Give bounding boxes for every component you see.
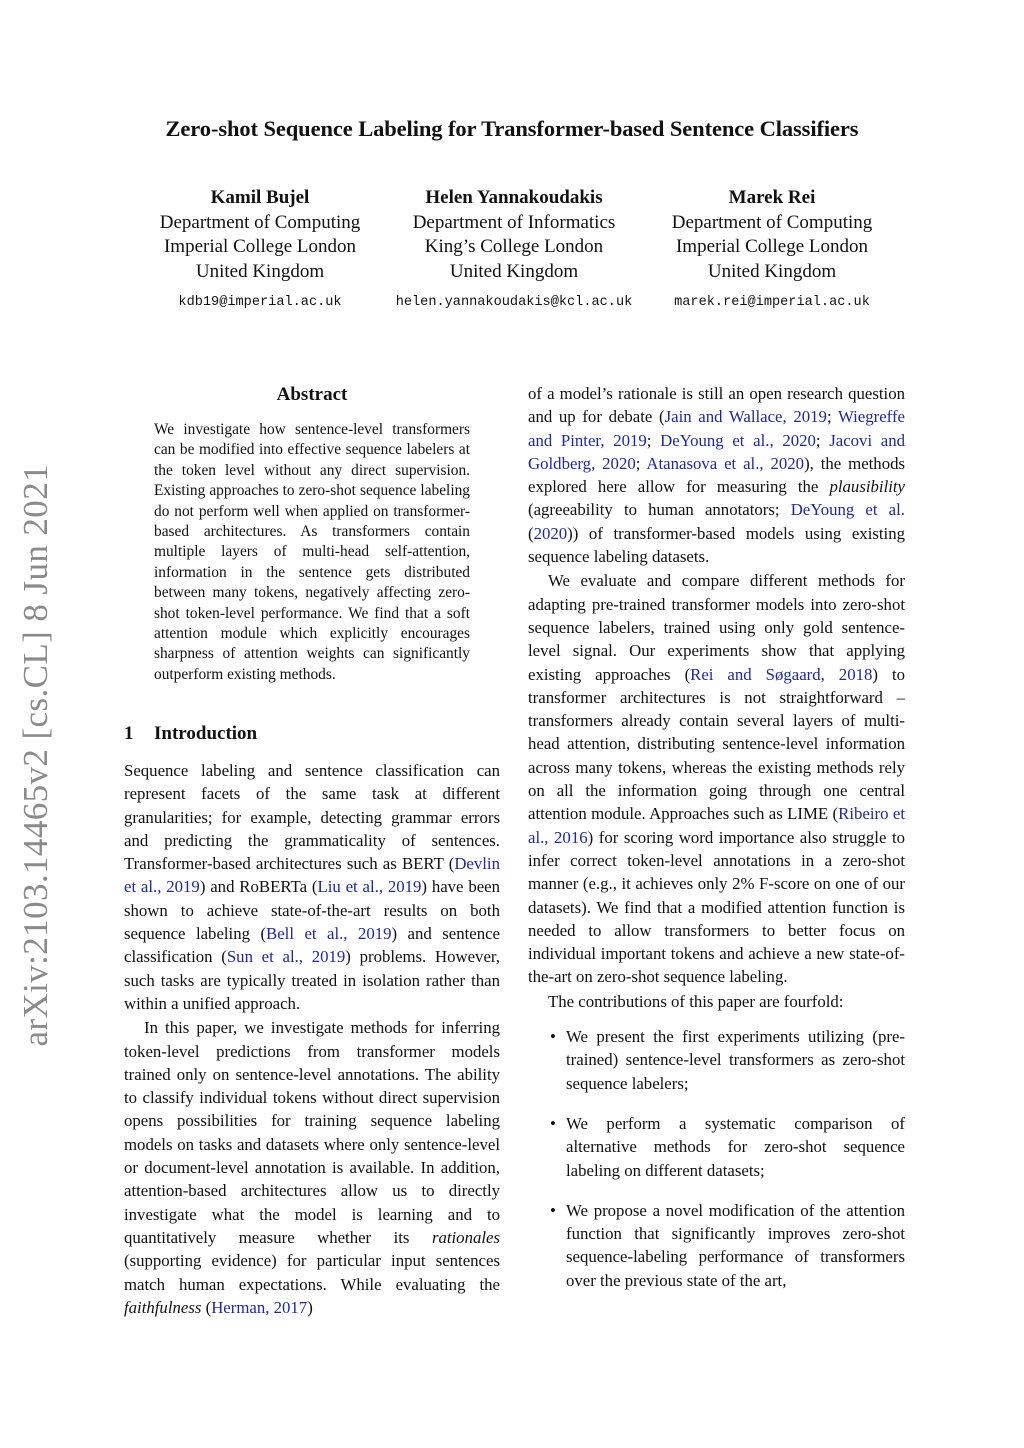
citation-link[interactable]: Devlin et al., 2019 bbox=[124, 854, 500, 897]
text-run: )) of transformer-based models using existing sequence labeling datasets. bbox=[528, 523, 905, 567]
citation-link[interactable]: Herman, 2017 bbox=[211, 1297, 308, 1317]
citation-link[interactable]: DeYoung et al., 2020 bbox=[660, 430, 816, 450]
paragraph bbox=[528, 382, 905, 568]
text-run: ) for scoring word importance also struggle to infer correct token-level annotations in a zero-shot manner (e.g., it achieves only 2% F-score on one of our datasets). We find that a modified attention function is needed to allow transformers to better focus on individual important tokens and achieve a new state-of-the-art on zero-shot sequence labeling. bbox=[528, 827, 906, 987]
text-run: ) to transformer architectures is not straightforward – transformers already contain several layers of multi-head attention, distributing sentence-level information across many tokens, whereas the existing methods rely on all the information going through one central attention module. Approaches such as LIME ( bbox=[528, 664, 905, 824]
emphasis: rationales bbox=[431, 1227, 500, 1247]
abstract-heading: Abstract bbox=[276, 384, 348, 405]
citation-link[interactable]: Rei and Søgaard, 2018 bbox=[690, 664, 873, 684]
right-column bbox=[528, 382, 905, 1309]
citation-link[interactable]: Jacovi and Goldberg, 2020 bbox=[528, 430, 906, 473]
citation-link[interactable]: Wiegreffe and Pinter, 2019 bbox=[528, 407, 905, 450]
text-run: ( bbox=[201, 1297, 212, 1317]
citation-link[interactable]: Atanasova et al., 2020 bbox=[646, 453, 805, 473]
paragraph bbox=[528, 569, 905, 988]
author-department: Department of Computing bbox=[159, 211, 361, 233]
author-institution: Imperial College London bbox=[675, 236, 869, 257]
citation-link[interactable]: Bell et al., 2019 bbox=[266, 924, 392, 944]
author-email: kdb19@imperial.ac.uk bbox=[178, 295, 342, 310]
text-run: ( bbox=[528, 523, 534, 543]
bullet-glyph: • bbox=[550, 1200, 556, 1220]
author-name: Helen Yannakoudakis bbox=[425, 187, 603, 208]
author-institution: King’s College London bbox=[424, 236, 604, 257]
author-institution: Imperial College London bbox=[163, 236, 357, 257]
list-item bbox=[550, 1025, 905, 1095]
text-run: In this paper, we investigate methods for inferring token-level predictions from transformer models trained only on sentence-level annotations. The ability to classify individual tokens without direct supervision opens possibilities for training sequence labeling models on tasks and datasets where only sentence-level or document-level annotation is available. In addition, attention-based architectures allow us to directly investigate what the model is learning and to quantitatively measure whether its bbox=[124, 1018, 500, 1247]
list-item-text: We propose a novel modification of the attention function that significantly improves zero-shot sequence-labeling performance of transformers over the previous state of the art, bbox=[566, 1200, 905, 1290]
section-heading bbox=[124, 723, 257, 745]
left-column bbox=[124, 759, 500, 1319]
author-department: Department of Informatics bbox=[412, 211, 616, 233]
author-country: United Kingdom bbox=[707, 260, 837, 282]
author-email: helen.yannakoudakis@kcl.ac.uk bbox=[395, 295, 633, 310]
text-run: (supporting evidence) for particular input sentences match human expectations. While evaluating the bbox=[124, 1251, 500, 1294]
text-run: Sequence labeling and sentence classification can represent facets of the same task at different granularities; for example, detecting grammar errors and predicting the grammaticality of sentences. Transformer-based architectures such as BERT ( bbox=[124, 761, 500, 874]
contribution-list bbox=[528, 1025, 905, 1292]
paragraph: The contributions of this paper are fourfold: bbox=[548, 991, 844, 1011]
text-run: We evaluate and compare different methods for adapting pre-trained transformer models into zero-shot sequence labelers, trained using only gold sentence-level signal. Our experiments show that applying existing approaches ( bbox=[528, 571, 905, 684]
list-item bbox=[550, 1112, 905, 1182]
bullet-glyph: • bbox=[550, 1113, 556, 1133]
citation-link[interactable]: Jain and Wallace, 2019 bbox=[664, 407, 827, 427]
author-email: marek.rei@imperial.ac.uk bbox=[674, 295, 870, 310]
section-number: 1 bbox=[124, 723, 134, 744]
text-run: ; bbox=[635, 453, 647, 473]
author-block bbox=[142, 186, 378, 316]
citation-link[interactable]: Sun et al., 2019 bbox=[226, 947, 346, 967]
citation-link[interactable]: DeYoung et al. bbox=[790, 500, 905, 520]
list-item-text: We present the first experiments utilizing (pre-trained) sentence-level transformers as zero-shot sequence labelers; bbox=[566, 1027, 905, 1093]
citation-link[interactable]: Liu et al., 2019 bbox=[317, 877, 422, 897]
author-block bbox=[654, 186, 890, 316]
author-country: United Kingdom bbox=[449, 260, 579, 282]
author-name: Marek Rei bbox=[728, 187, 816, 208]
text-run: ) and RoBERTa ( bbox=[199, 877, 318, 897]
paragraph bbox=[124, 1016, 500, 1319]
text-run: ; bbox=[815, 430, 830, 450]
author-block bbox=[380, 186, 648, 316]
bullet-glyph: • bbox=[550, 1027, 556, 1047]
author-name: Kamil Bujel bbox=[210, 187, 310, 208]
list-item bbox=[550, 1199, 905, 1292]
section-title: Introduction bbox=[154, 723, 258, 744]
text-run: (agreeability to human annotators; bbox=[528, 500, 791, 520]
text-run: ; bbox=[826, 407, 838, 427]
citation-link[interactable]: Ribeiro et al., 2016 bbox=[528, 804, 905, 847]
paragraph bbox=[124, 759, 500, 1015]
author-country: United Kingdom bbox=[195, 260, 325, 282]
emphasis: faithfulness bbox=[124, 1297, 202, 1317]
text-run: ) and sentence classification ( bbox=[124, 924, 500, 967]
emphasis: plausibility bbox=[829, 477, 905, 497]
author-department: Department of Computing bbox=[671, 211, 873, 233]
text-run: ) problems. However, such tasks are typically treated in isolation rather than within a unified approach. bbox=[124, 947, 500, 1013]
text-run: ; bbox=[646, 430, 661, 450]
text-run: ) have been shown to achieve state-of-the-art results on both sequence labeling ( bbox=[124, 877, 500, 944]
text-run: ), the methods explored here allow for measuring the bbox=[528, 453, 906, 497]
citation-link[interactable]: 2020 bbox=[533, 523, 568, 543]
list-item-text: We perform a systematic comparison of alternative methods for zero-shot sequence labeling on different datasets; bbox=[566, 1113, 905, 1180]
abstract-text: We investigate how sentence-level transformers can be modified into effective sequence labelers at the token level without any direct supervision. Existing approaches to zero-shot sequence labeling do not perform well when applied on transformer-based architectures. As transformers contain multiple layers of multi-head self-attention, information in the sentence gets distributed between many tokens, negatively affecting zero-shot token-level performance. We find that a soft attention module which explicitly encourages sharpness of attention weights can significantly outperform existing methods. bbox=[154, 421, 470, 683]
text-run: of a model’s rationale is still an open research question and up for debate ( bbox=[528, 384, 905, 427]
arxiv-stamp: arXiv:2103.14465v2 [cs.CL] 8 Jun 2021 bbox=[16, 464, 55, 1047]
paper-title: Zero-shot Sequence Labeling for Transformer-based Sentence Classifiers bbox=[165, 116, 859, 141]
text-run: ) bbox=[307, 1297, 313, 1317]
